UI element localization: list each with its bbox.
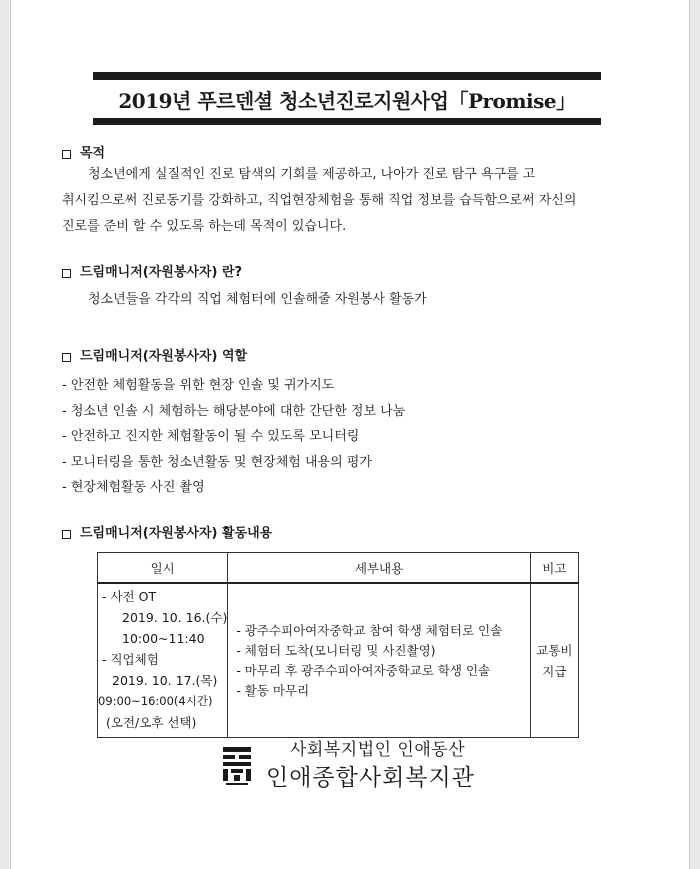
- schedule-line: - 직업체험: [102, 652, 159, 667]
- scan-edge-right: [689, 0, 700, 869]
- purpose-paragraph: [62, 162, 622, 240]
- purpose-line-2: 취시킴으로써 진로동기를 강화하고, 직업현장체험을 통해 직업 정보를 습득함으로써 자신의: [62, 193, 577, 208]
- list-item: - 모니터링을 통한 청소년활동 및 현장체험 내용의 평가: [62, 454, 372, 470]
- notes-cell: [530, 583, 578, 738]
- schedule-line: 2019. 10. 16.(수): [122, 610, 228, 625]
- details-cell: [228, 583, 530, 738]
- list-item: - 안전하고 진지한 체험활동이 될 수 있도록 모니터링: [62, 429, 360, 444]
- header-details: 세부내용: [228, 553, 530, 584]
- detail-line: - 광주수피아여자중학교 참여 학생 체험터로 인솔: [236, 622, 503, 638]
- scan-edge-left: [0, 0, 11, 869]
- note-line: 지급: [542, 663, 567, 679]
- list-item: - 청소년 인솔 시 체험하는 해당분야에 대한 간단한 정보 나눔: [62, 403, 406, 419]
- schedule-line: 10:00~11:40: [122, 631, 205, 646]
- list-item: - 안전한 체험활동을 위한 현장 인솔 및 귀가지도: [62, 378, 335, 393]
- title-bar-top: [93, 72, 601, 80]
- schedule-line: 2019. 10. 17.(목): [112, 673, 218, 688]
- schedule-line: (오전/오후 선택): [106, 715, 197, 730]
- checkbox-square-icon: [62, 269, 71, 278]
- header-notes: 비고: [530, 553, 578, 584]
- schedule-cell: [98, 583, 228, 738]
- organization-parent: 사회복지법인 인애동산: [290, 740, 466, 760]
- organization-name: [266, 738, 475, 794]
- checkbox-square-icon: [62, 150, 71, 159]
- organization-signature: [222, 736, 475, 796]
- purpose-line-1: 청소년에게 실질적인 진로 탐색의 기회를 제공하고, 나아가 진로 탐구 욕구를 고: [88, 167, 536, 182]
- activities-table: [97, 552, 579, 738]
- section-purpose-heading: 목적: [62, 145, 105, 163]
- section-definition-heading: 드림매니저(자원봉사자) 란?: [62, 264, 242, 282]
- detail-line: - 활동 마무리: [236, 682, 310, 698]
- role-list: [62, 373, 622, 501]
- document-title: 2019년 푸르덴셜 청소년진로지원사업「Promise」: [118, 89, 576, 113]
- definition-text: 청소년들을 각각의 직업 체험터에 인솔해줄 자원봉사 활동가: [88, 292, 427, 307]
- section-role-heading: 드림매니저(자원봉사자) 역할: [62, 348, 247, 366]
- checkbox-square-icon: [62, 353, 71, 362]
- header-date: 일시: [98, 553, 228, 584]
- detail-line: - 체험터 도착(모니터링 및 사진촬영): [236, 642, 436, 658]
- table-row: [98, 583, 579, 738]
- purpose-line-3: 진로를 준비 할 수 있도록 하는데 목적이 있습니다.: [62, 219, 347, 234]
- table-header-row: [98, 553, 579, 584]
- note-line: 교통비: [536, 642, 573, 658]
- schedule-line: 09:00~16:00(4시간): [98, 694, 213, 708]
- section-activities-heading: 드림매니저(자원봉사자) 활동내용: [62, 525, 272, 543]
- organization-title: 인애종합사회복지관: [266, 765, 475, 791]
- checkbox-square-icon: [62, 530, 71, 539]
- list-item: - 현장체험활동 사진 촬영: [62, 480, 205, 495]
- schedule-line: - 사전 OT: [102, 589, 157, 604]
- detail-line: - 마무리 후 광주수피아여자중학교로 학생 인솔: [236, 662, 491, 678]
- title-bar-bottom: [93, 118, 601, 125]
- inae-logo-icon: [222, 746, 252, 786]
